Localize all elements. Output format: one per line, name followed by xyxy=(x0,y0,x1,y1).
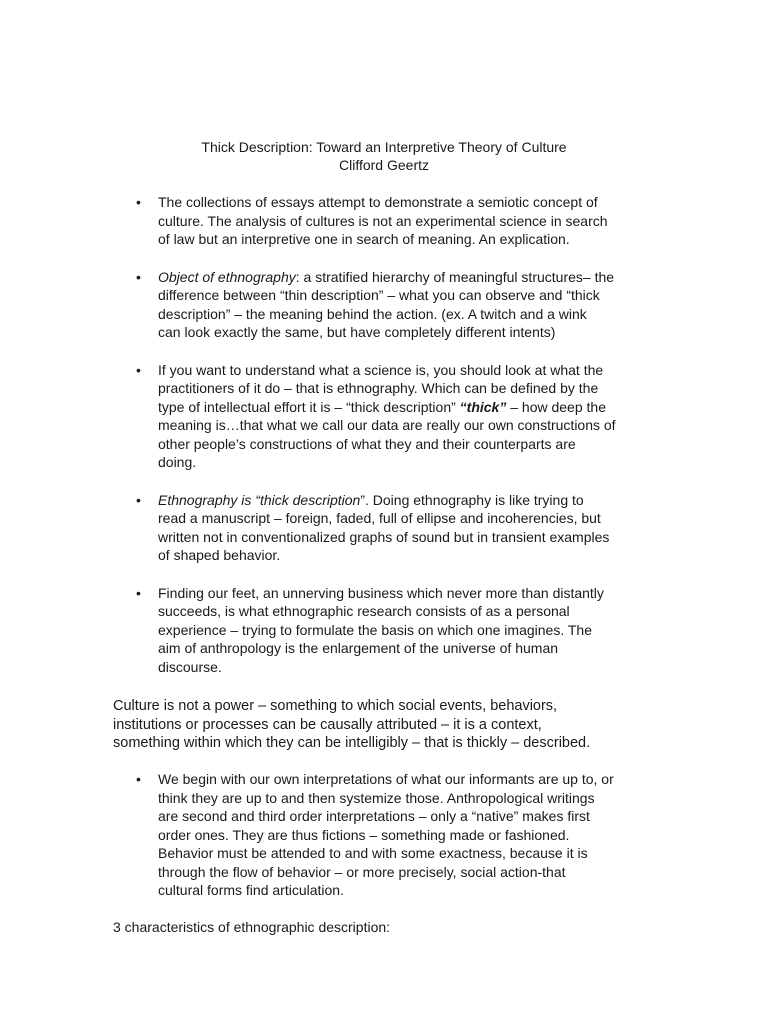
text-line: aim of anthropology is the enlargement of the universe of human xyxy=(158,640,559,656)
text-line: through the flow of behavior – or more precisely, social action-that xyxy=(158,863,566,880)
bullet-text xyxy=(158,584,658,677)
text-line: think they are up to and then systemize those. Anthropological writings xyxy=(158,789,595,806)
text-line xyxy=(158,268,658,287)
list-item xyxy=(0,491,768,565)
bullet-text xyxy=(158,770,658,900)
list-item xyxy=(0,361,768,472)
culture-statement xyxy=(113,697,673,753)
text-run: – how deep the xyxy=(506,398,606,415)
text-run: ”. Doing ethnography is like trying to xyxy=(360,491,584,508)
text-line: cultural forms find articulation. xyxy=(158,882,344,898)
section-heading: 3 characteristics of ethnographic description: xyxy=(113,919,391,935)
text-line: description” – the meaning behind the action. (ex. A twitch and a wink xyxy=(158,305,587,322)
bullet-icon: • xyxy=(136,361,141,378)
text-line: other people’s constructions of what they and their counterparts are xyxy=(158,435,576,452)
bullet-text xyxy=(158,361,658,472)
text-line: meaning is…that what we call our data are really our own constructions of xyxy=(158,417,616,433)
text-run: type of intellectual effort it is – “thick description” xyxy=(158,398,460,415)
text-line: We begin with our own interpretations of what our informants are up to, or xyxy=(158,771,614,787)
text-line: written not in conventionalized graphs of sound but in transient examples xyxy=(158,528,610,545)
text-line: succeeds, is what ethnographic research consists of as a personal xyxy=(158,603,570,619)
text-line: experience – trying to formulate the basis on which one imagines. The xyxy=(158,621,592,638)
bullet-list-secondary xyxy=(0,770,768,900)
bullet-list-main xyxy=(0,193,768,676)
bullet-icon: • xyxy=(136,491,141,508)
text-line: difference between “thin description” – what you can observe and “thick xyxy=(158,287,600,303)
bullet-text xyxy=(158,491,658,565)
document-title-block xyxy=(0,138,768,174)
text-line: something within which they can be intelligibly – that is thickly – described. xyxy=(113,735,591,751)
bullet-text xyxy=(158,268,658,342)
text-line xyxy=(158,398,658,417)
text-line: order ones. They are thus fictions – something made or fashioned. xyxy=(158,826,570,843)
text-line: of shaped behavior. xyxy=(158,547,281,563)
bullet-icon: • xyxy=(136,771,141,787)
bullet-icon: • xyxy=(136,194,141,210)
text-line: of law but an interpretive one in search of meaning. An explication. xyxy=(158,231,570,247)
text-line: read a manuscript – foreign, faded, full of ellipse and incoherencies, but xyxy=(158,510,601,526)
italic-term: Object of ethnography xyxy=(158,268,296,285)
text-run: : a stratified hierarchy of meaningful structures– the xyxy=(295,268,615,285)
text-line: culture. The analysis of cultures is not an experimental science in search xyxy=(158,212,608,229)
bullet-text xyxy=(158,193,658,249)
list-item xyxy=(0,193,768,249)
text-line: are second and third order interpretations – only a “native” makes first xyxy=(158,808,590,824)
text-line: Behavior must be attended to and with some exactness, because it is xyxy=(158,845,588,861)
text-line: Finding our feet, an unnerving business which never more than distantly xyxy=(158,584,604,601)
text-line: discourse. xyxy=(158,658,222,675)
list-item xyxy=(0,584,768,677)
text-line: doing. xyxy=(158,454,197,470)
text-line: can look exactly the same, but have completely different intents) xyxy=(158,324,556,340)
document-title: Thick Description: Toward an Interpretive Theory of Culture xyxy=(201,139,567,155)
document-author: Clifford Geertz xyxy=(339,157,429,173)
text-line: institutions or processes can be causally attributed – it is a context, xyxy=(113,716,542,733)
text-line: The collections of essays attempt to demonstrate a semiotic concept of xyxy=(158,194,598,210)
italic-term: Ethnography is “thick description xyxy=(158,491,361,508)
list-item xyxy=(0,268,768,342)
bullet-icon: • xyxy=(136,268,141,285)
list-item xyxy=(0,770,768,900)
bold-italic-term: “thick” xyxy=(459,398,507,415)
bullet-icon: • xyxy=(136,584,141,601)
text-line: If you want to understand what a science is, you should look at what the xyxy=(158,361,604,378)
text-line: Culture is not a power – something to which social events, behaviors, xyxy=(113,698,558,714)
text-line: practitioners of it do – that is ethnography. Which can be defined by the xyxy=(158,380,599,396)
text-line xyxy=(158,491,658,510)
